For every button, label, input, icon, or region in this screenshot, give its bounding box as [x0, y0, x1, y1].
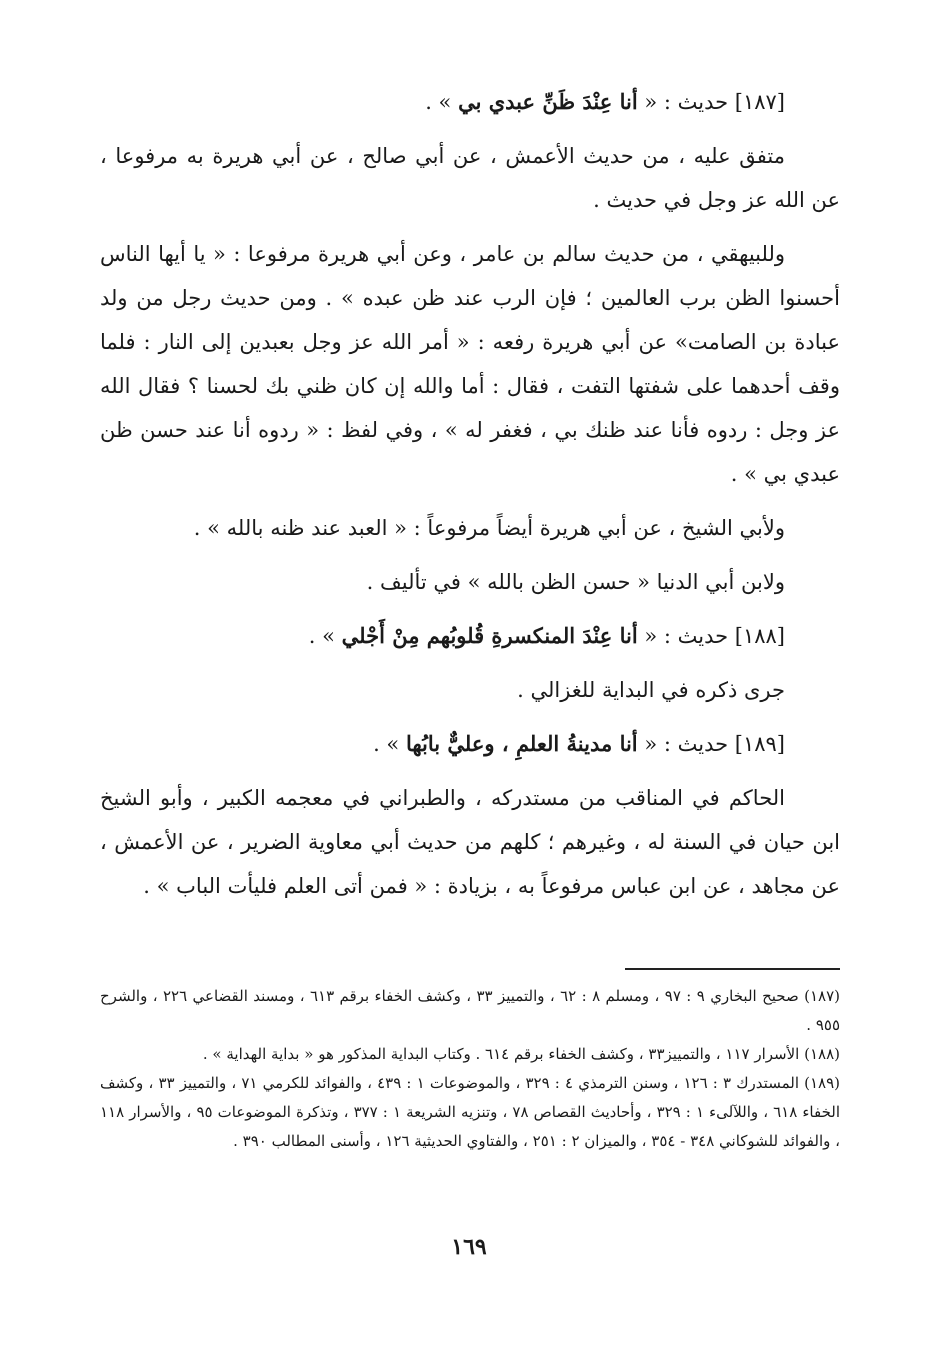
- paragraph: الحاكم في المناقب من مستدركه ، والطبراني في معجمه الكبير ، وأبو الشيخ ابن حيان في السنة له ، وغيرهم ؛ كلهم من حديث أبي معاوية الضرير ، عن الأعمش ، عن مجاهد ، عن ابن عباس مرفوعاً به ، بزيادة : « فمن أتى العلم فليأت الباب » .: [100, 786, 840, 898]
- footnote-187: (١٨٧) صحيح البخاري ٩ : ٩٧ ، ومسلم ٨ : ٦٢ ، والتمييز ٣٣ ، وكشف الخفاء برقم ٦١٣ ، ومسند القضاعي ٢٢٦ ، والشرح ٩٥٥ .: [100, 987, 840, 1034]
- paragraph: ولابن أبي الدنيا « حسن الظن بالله » في تأليف .: [366, 570, 785, 594]
- hadith-heading-188: [100, 614, 840, 658]
- paragraph: ولأبي الشيخ ، عن أبي هريرة أيضاً مرفوعاً : « العبد عند ظنه بالله » .: [193, 516, 785, 540]
- hadith-text: أنا عِنْدَ ظَنِّ عبدي بي: [458, 89, 638, 114]
- hadith-text: أنا مدينةُ العلمِ ، وعليٌّ بابُها: [405, 731, 638, 756]
- hadith-suffix: » .: [308, 624, 342, 648]
- paragraph: متفق عليه ، من حديث الأعمش ، عن أبي صالح ، عن أبي هريرة به مرفوعا ، عن الله عز وجل في حديث .: [100, 144, 840, 212]
- main-text: [100, 80, 840, 918]
- paragraph: جرى ذكره في البداية للغزالي .: [517, 678, 785, 702]
- hadith-number: [١٨٧] حديث : «: [637, 90, 785, 114]
- hadith-number: [١٨٨] حديث : «: [637, 624, 785, 648]
- page-number: ١٦٩: [451, 1234, 487, 1260]
- hadith-text: أنا عِنْدَ المنكسرةِ قُلوبُهم مِنْ أَجْلي: [341, 623, 638, 648]
- hadith-number: [١٨٩] حديث : «: [637, 732, 785, 756]
- footnote-188: (١٨٨) الأسرار ١١٧ ، والتمييز٣٣ ، وكشف الخفاء برقم ٦١٤ . وكتاب البداية المذكور هو « بداية الهداية » .: [202, 1045, 840, 1063]
- footnote-divider: [625, 968, 840, 970]
- hadith-suffix: » .: [373, 732, 406, 756]
- paragraph: وللبيهقي ، من حديث سالم بن عامر ، وعن أبي هريرة مرفوعا : « يا أيها الناس أحسنوا الظن برب العالمين ؛ فإن الرب عند ظن عبده » . ومن حديث رجل من ولد عبادة بن الصامت» عن أبي هريرة رفعه : « أمر الله عز وجل بعبدين إلى النار : فلما وقف أحدهما على شفتها التفت ، فقال : أما والله إن كان ظني بك لحسنا ؟ فقال الله عز وجل : ردوه فأنا عند ظنك بي ، فغفر له » ، وفي لفظ : « ردوه أنا عند حسن ظن عبدي بي » .: [100, 242, 840, 486]
- hadith-heading-189: [100, 722, 840, 766]
- footnotes: [100, 982, 840, 1156]
- hadith-heading-187: [100, 80, 840, 124]
- hadith-suffix: » .: [425, 90, 459, 114]
- footnote-189: (١٨٩) المستدرك ٣ : ١٢٦ ، وسنن الترمذي ٤ : ٣٢٩ ، والموضوعات ١ : ٤٣٩ ، والفوائد للكرمي ٧١ ، والتمييز ٣٣ ، وكشف الخفاء ٦١٨ ، واللآلىء ١ : ٣٢٩ ، وأحاديث القصاص ٧٨ ، وتنزيه الشريعة ١ : ٣٧٧ ، وتذكرة الموضوعات ٩٥ ، والأسرار ١١٨ ، والفوائد للشوكاني ٣٤٨ - ٣٥٤ ، والميزان ٢ : ٢٥١ ، والفتاوي الحديثية ١٢٦ ، وأسنى المطالب ٣٩٠ .: [100, 1074, 841, 1150]
